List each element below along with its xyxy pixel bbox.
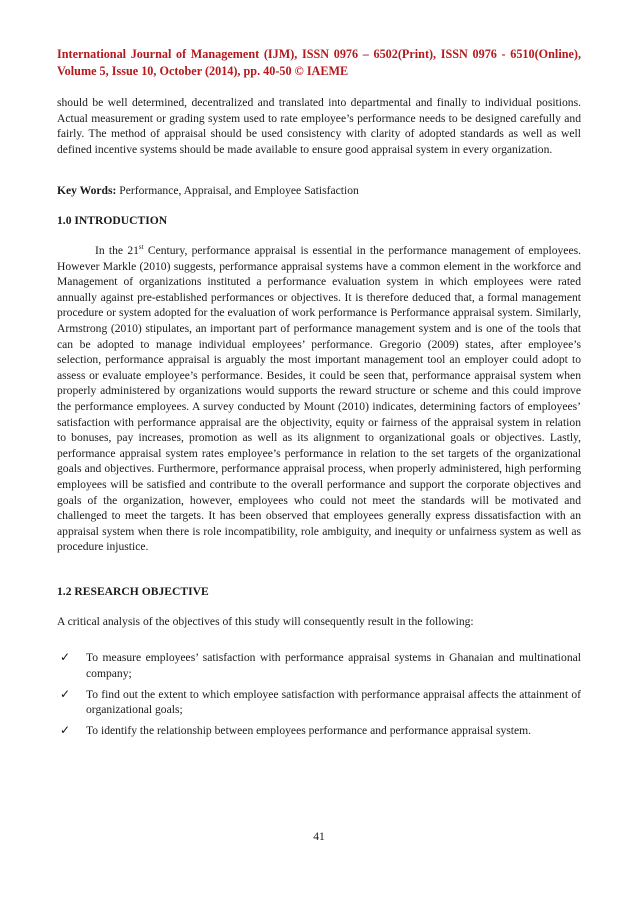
keywords-label: Key Words:: [57, 184, 117, 197]
abstract-continuation: should be well determined, decentralized and translated into departmental and finally to individual positions. Actual measurement or grading system used to rate employee’s performance needs to be designed carefully and fairly. The method of appraisal should be used consistency with clarity of adopted standards as well as well defined incentive systems should be made available to ensure good appraisal system in every organization.: [57, 96, 581, 156]
checkmark-icon: ✓: [60, 723, 71, 738]
page-number: 41: [313, 830, 325, 843]
introduction-paragraph: [57, 243, 581, 555]
objective-item: [57, 650, 581, 681]
objectives-list: [57, 650, 581, 744]
objectives-lead: A critical analysis of the objectives of this study will consequently result in the following:: [57, 615, 474, 628]
section-heading-introduction: 1.0 INTRODUCTION: [57, 214, 168, 227]
intro-superscript: st: [138, 243, 144, 251]
checkmark-icon: ✓: [60, 686, 71, 701]
checkmark-icon: ✓: [60, 650, 71, 664]
objective-text: To identify the relationship between employees performance and performance appraisal system.: [86, 724, 532, 738]
objective-text: To measure employees’ satisfaction with performance appraisal systems in Ghanaian and multinational company;: [86, 651, 581, 680]
objective-item: [57, 723, 581, 739]
objective-item: [57, 687, 581, 718]
keywords: [57, 183, 581, 199]
objective-text: To find out the extent to which employee satisfaction with performance appraisal affects the attainment of organizational goals;: [86, 687, 581, 717]
intro-body: Century, performance appraisal is essential in the performance management of employees. However Markle (2010) suggests, performance appraisal systems have a common element in the workforce and Management of organizations instituted a performance evaluation system in which employees were rated annually against pre-established performances or objectives. It is therefore deduced that, a formal management procedure or system adopted for the evaluation of work performance is Performance appraisal system. Similarly, Armstrong (2010) stipulates, an important part of performance management system and is one of the tools that can be adopted to manage individual employees’ performance. Gregorio (2009) states, after employee’s selection, performance appraisal is arguably the most important management tool an employer could adopt to assess or evaluate employee’s performance. Besides, it could be seen that, performance appraisal system when properly administered by organizations would supports the reward structure or scheme and this could improve the performance employees. A survey conducted by Mount (2010) indicates, determining factors of employees’ satisfaction with performance appraisal are the objectivity, equity or fairness of the appraisal system in relation to bonuses, pay increases, promotion as well as its alignment to organizational goals or objectives. Lastly, performance appraisal system rates employee’s performance in relation to the set targets of the organizational goals and objectives. Furthermore, performance appraisal process, when properly administered, high performing employees will be satisfied and contribute to the overall performance and support the corporate objectives and goals of the organization, however, employees who could not meet the standards will be motivated and challenged to meet the targets. It has been observed that employees generally express dissatisfaction with an appraisal system when there is role incompatibility, role ambiguity, and inequity or unfairness system as well as procedure injustice.: [57, 244, 582, 554]
section-heading-research-objective: 1.2 RESEARCH OBJECTIVE: [57, 585, 209, 598]
intro-lead: In the 21: [95, 244, 139, 257]
keywords-text: Performance, Appraisal, and Employee Satisfaction: [116, 184, 359, 197]
journal-header: International Journal of Management (IJM), ISSN 0976 – 6502(Print), ISSN 0976 - 6510(Online), Volume 5, Issue 10, October (2014), pp. 40-50 © IAEME: [57, 47, 581, 78]
